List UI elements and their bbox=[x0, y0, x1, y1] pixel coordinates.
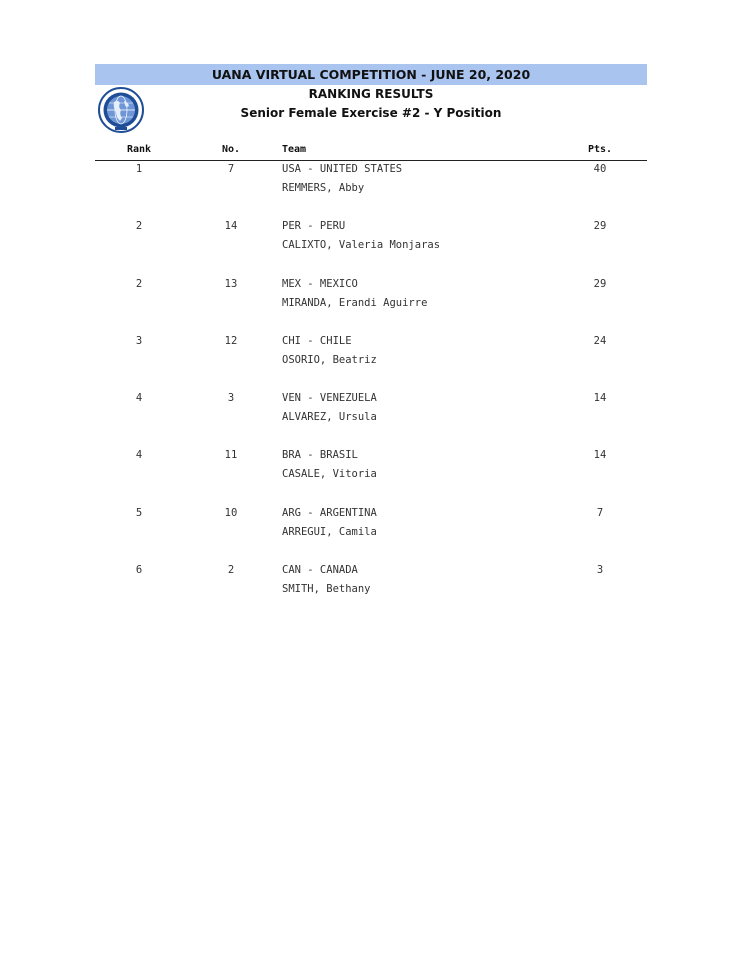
table-row bbox=[95, 449, 647, 506]
team-cell: BRA - BRASIL bbox=[282, 449, 358, 462]
athlete-cell: REMMERS, Abby bbox=[282, 182, 365, 194]
team-cell: USA - UNITED STATES bbox=[282, 163, 403, 175]
athlete-cell: ALVAREZ, Ursula bbox=[282, 411, 377, 424]
number-cell: 3 bbox=[227, 392, 235, 405]
athlete-cell: MIRANDA, Erandi Aguirre bbox=[282, 296, 428, 309]
team-cell: ARG - ARGENTINA bbox=[282, 506, 377, 519]
number-cell: 13 bbox=[224, 277, 238, 290]
column-header-no: No. bbox=[221, 144, 241, 155]
points-cell: 24 bbox=[593, 334, 607, 347]
results-title: RANKING RESULTS bbox=[308, 87, 434, 101]
number-cell: 14 bbox=[224, 220, 238, 233]
rank-cell: 5 bbox=[135, 506, 143, 519]
table-row bbox=[95, 564, 647, 621]
table-row bbox=[95, 392, 647, 449]
column-header-team: Team bbox=[282, 144, 307, 155]
athlete-cell: SMITH, Bethany bbox=[282, 583, 371, 596]
rank-cell: 4 bbox=[135, 449, 143, 462]
column-header-pts: Pts. bbox=[587, 144, 613, 155]
number-cell: 12 bbox=[224, 334, 238, 347]
table-row bbox=[95, 220, 647, 277]
results-table bbox=[95, 163, 647, 621]
team-cell: CAN - CANADA bbox=[282, 564, 358, 577]
team-cell: CHI - CHILE bbox=[282, 334, 352, 347]
number-cell: 11 bbox=[224, 449, 238, 462]
points-cell: 29 bbox=[593, 220, 607, 233]
team-cell: VEN - VENEZUELA bbox=[282, 392, 377, 405]
team-cell: MEX - MEXICO bbox=[282, 277, 358, 290]
number-cell: 10 bbox=[224, 506, 238, 519]
athlete-cell: CALIXTO, Valeria Monjaras bbox=[282, 239, 441, 252]
points-cell: 14 bbox=[593, 449, 607, 462]
competition-banner: UANA VIRTUAL COMPETITION - JUNE 20, 2020 bbox=[95, 64, 647, 85]
points-cell: 14 bbox=[593, 392, 607, 405]
rank-cell: 4 bbox=[135, 392, 143, 405]
rank-cell: 2 bbox=[135, 220, 143, 233]
event-title: Senior Female Exercise #2 - Y Position bbox=[240, 106, 502, 120]
athlete-cell: ARREGUI, Camila bbox=[282, 525, 377, 538]
points-cell: 40 bbox=[593, 163, 607, 175]
table-row bbox=[95, 163, 647, 220]
table-header bbox=[95, 144, 647, 161]
number-cell: 2 bbox=[227, 564, 235, 577]
athlete-cell: CASALE, Vitoria bbox=[282, 468, 377, 481]
athlete-cell: OSORIO, Beatriz bbox=[282, 353, 377, 366]
team-cell: PER - PERU bbox=[282, 220, 346, 233]
table-row bbox=[95, 335, 647, 392]
column-header-rank: Rank bbox=[126, 144, 152, 155]
points-cell: 29 bbox=[593, 277, 607, 290]
points-cell: 3 bbox=[596, 564, 604, 577]
rank-cell: 3 bbox=[135, 334, 143, 347]
table-row bbox=[95, 507, 647, 564]
rank-cell: 6 bbox=[135, 564, 143, 577]
points-cell: 7 bbox=[596, 506, 604, 519]
number-cell: 7 bbox=[227, 163, 235, 175]
rank-cell: 2 bbox=[135, 277, 143, 290]
rank-cell: 1 bbox=[135, 163, 143, 175]
table-row bbox=[95, 278, 647, 335]
